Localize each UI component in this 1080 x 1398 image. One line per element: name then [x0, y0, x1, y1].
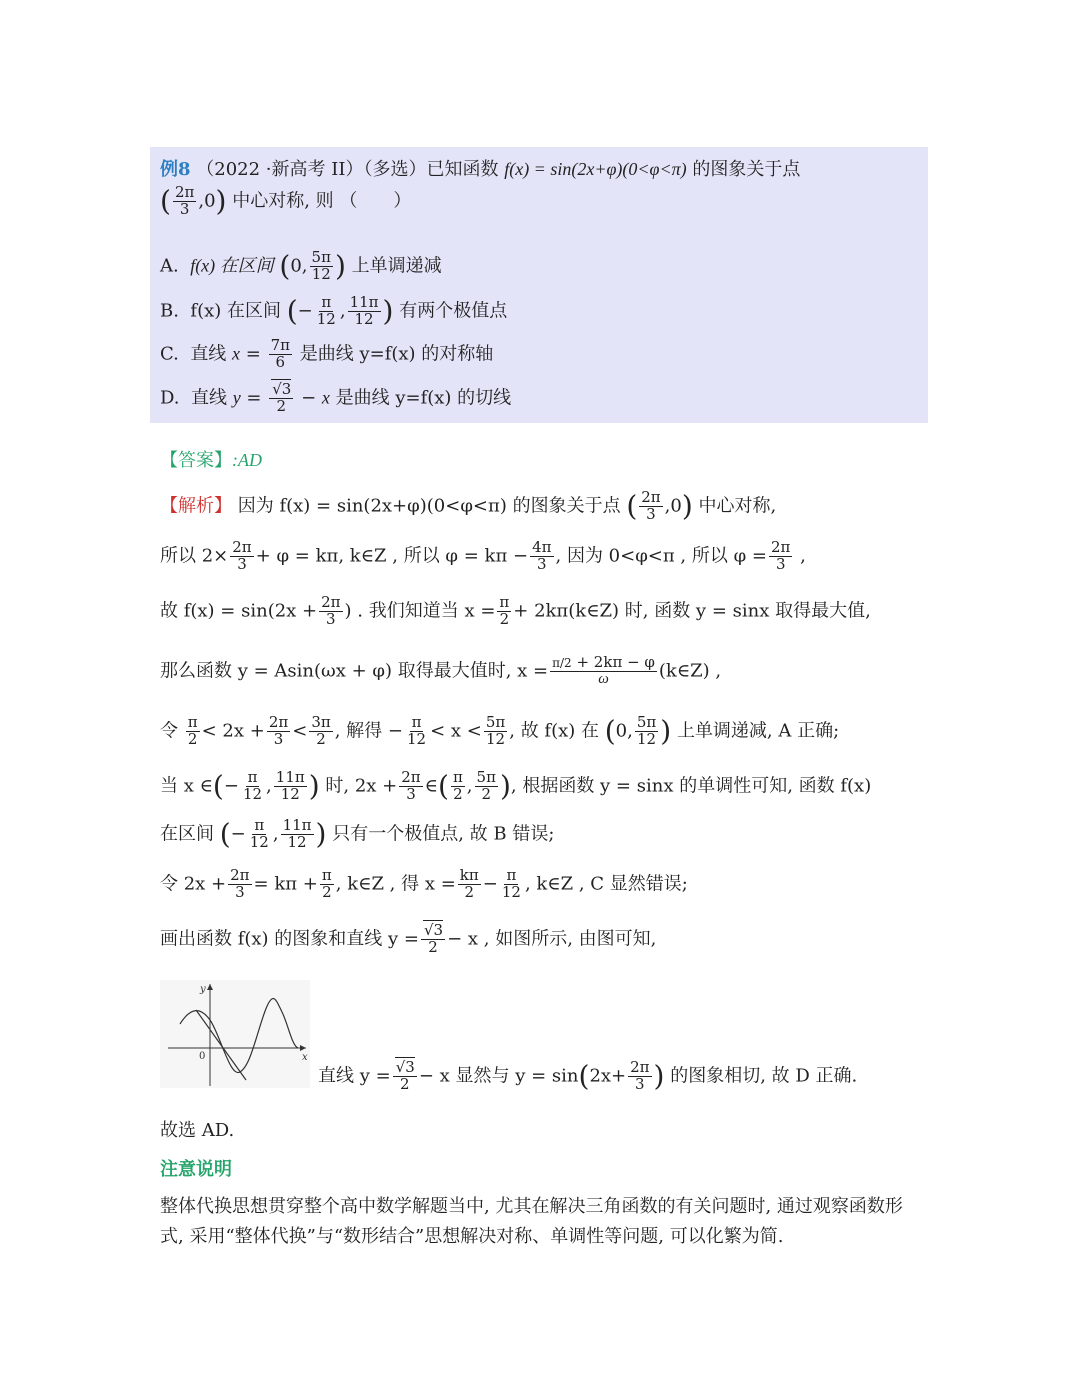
question-line-2: ( $\frac{2\pi}{3}$ ,0) 中心对称, 则 （ ）	[160, 183, 412, 218]
option-b: B. f(x) 在区间 (− $\frac{\pi}{12}$ , $\frac{11\pi}{12}$ ) 有两个极值点	[160, 293, 508, 328]
note-title: 注意说明	[160, 1159, 232, 1180]
analysis-line-3: 故 f(x) = sin(2x + $\frac{2\pi}{3}$ ) . 我们知道当 x = $\frac{\pi}{2}$ + 2kπ(k∈Z) 时, 函数 y = sinx 取得最大值,	[160, 593, 871, 628]
point-fraction: $\frac{2\pi}{3}$	[174, 183, 195, 218]
sine-curve	[180, 999, 298, 1073]
function-graph	[160, 980, 310, 1088]
answer-line	[160, 446, 262, 472]
question-line-1	[160, 155, 800, 181]
question-func: f(x) = sin(2x+φ)(0<φ<π)	[504, 159, 687, 179]
analysis-line-2: 所以 2× $\frac{2\pi}{3}$ + φ = kπ, k∈Z , 所以 φ = kπ − $\frac{4\pi}{3}$ , 因为 0<φ<π , 所以 φ = $\frac{2\pi}{3}$ ,	[160, 538, 806, 573]
answer-label: 【答案】	[160, 450, 232, 471]
analysis-line-10: 直线 y = $\frac{√3}{2}$ − x 显然与 y = sin(2x+ $\frac{2\pi}{3}$ ) 的图象相切, 故 D 正确.	[318, 1058, 858, 1093]
analysis-line-1: 【解析】 因为 f(x) = sin(2x+φ)(0<φ<π) 的图象关于点 ( $\frac{2\pi}{3}$ ,0) 中心对称,	[160, 488, 777, 523]
graph-origin-label: 0	[199, 1051, 206, 1062]
analysis-label: 【解析】	[160, 495, 232, 517]
analysis-line-8: 令 2x + $\frac{2\pi}{3}$ = kπ + $\frac{\pi}{2}$ , k∈Z , 得 x = $\frac{k\pi}{2}$ − $\frac{\pi}{12}$ , k∈Z , C 显然错误;	[160, 866, 688, 901]
analysis-line-9: 画出函数 f(x) 的图象和直线 y = $\frac{√3}{2}$ − x , 如图所示, 由图可知,	[160, 921, 657, 956]
question-label: 例8	[160, 159, 191, 180]
graph-x-label: x	[302, 1052, 308, 1063]
graph-y-label: y	[200, 984, 206, 995]
tangent-line	[196, 1010, 246, 1080]
option-a: A. f(x) 在区间 (0, $\frac{5\pi}{12}$ ) 上单调递减	[160, 248, 442, 283]
answer-value: :AD	[232, 450, 262, 470]
option-c: C. 直线 x = $\frac{7\pi}{6}$ 是曲线 y=f(x) 的对称轴	[160, 336, 494, 371]
option-d: D. 直线 y = $\frac{√3}{2}$ − x 是曲线 y=f(x) 的切线	[160, 380, 512, 415]
question-tail2: 中心对称, 则 （ ）	[232, 190, 412, 212]
note-body-1: 整体代换思想贯穿整个高中数学解题当中, 尤其在解决三角函数的有关问题时, 通过观察函数形	[160, 1196, 903, 1217]
question-tail1: 的图象关于点	[692, 159, 801, 180]
analysis-conclusion: 故选 AD.	[160, 1120, 235, 1141]
analysis-line-6: 当 x ∈(− $\frac{\pi}{12}$ , $\frac{11\pi}{12}$ ) 时, 2x + $\frac{2\pi}{3}$ ∈( $\frac{\pi}{2}$ , $\frac{5\pi}{2}$ ), 根据函数 y = sinx 的单调性可知, 函数 f(x)	[160, 768, 872, 803]
analysis-line-7: 在区间 (− $\frac{\pi}{12}$ , $\frac{11\pi}{12}$ ) 只有一个极值点, 故 B 错误;	[160, 816, 555, 851]
note-body-2: 式, 采用“整体代换”与“数形结合”思想解决对称、单调性等问题, 可以化繁为简.	[160, 1226, 784, 1247]
question-source: （2022 ·新高考 II）（多选）已知函数	[196, 159, 499, 180]
analysis-line-5: 令 $\frac{\pi}{2}$ < 2x + $\frac{2\pi}{3}$ < $\frac{3\pi}{2}$ , 解得 − $\frac{\pi}{12}$ < x < $\frac{5\pi}{12}$ , 故 f(x) 在 (0, $\frac{5\pi}{12}$ ) 上单调递减, A 正确;	[160, 713, 840, 748]
analysis-line-4: 那么函数 y = Asin(ωx + φ) 取得最大值时, x = $\frac{\pi/2 + 2k\pi - \varphi}{\omega}$ (k∈Z) ,	[160, 653, 722, 687]
